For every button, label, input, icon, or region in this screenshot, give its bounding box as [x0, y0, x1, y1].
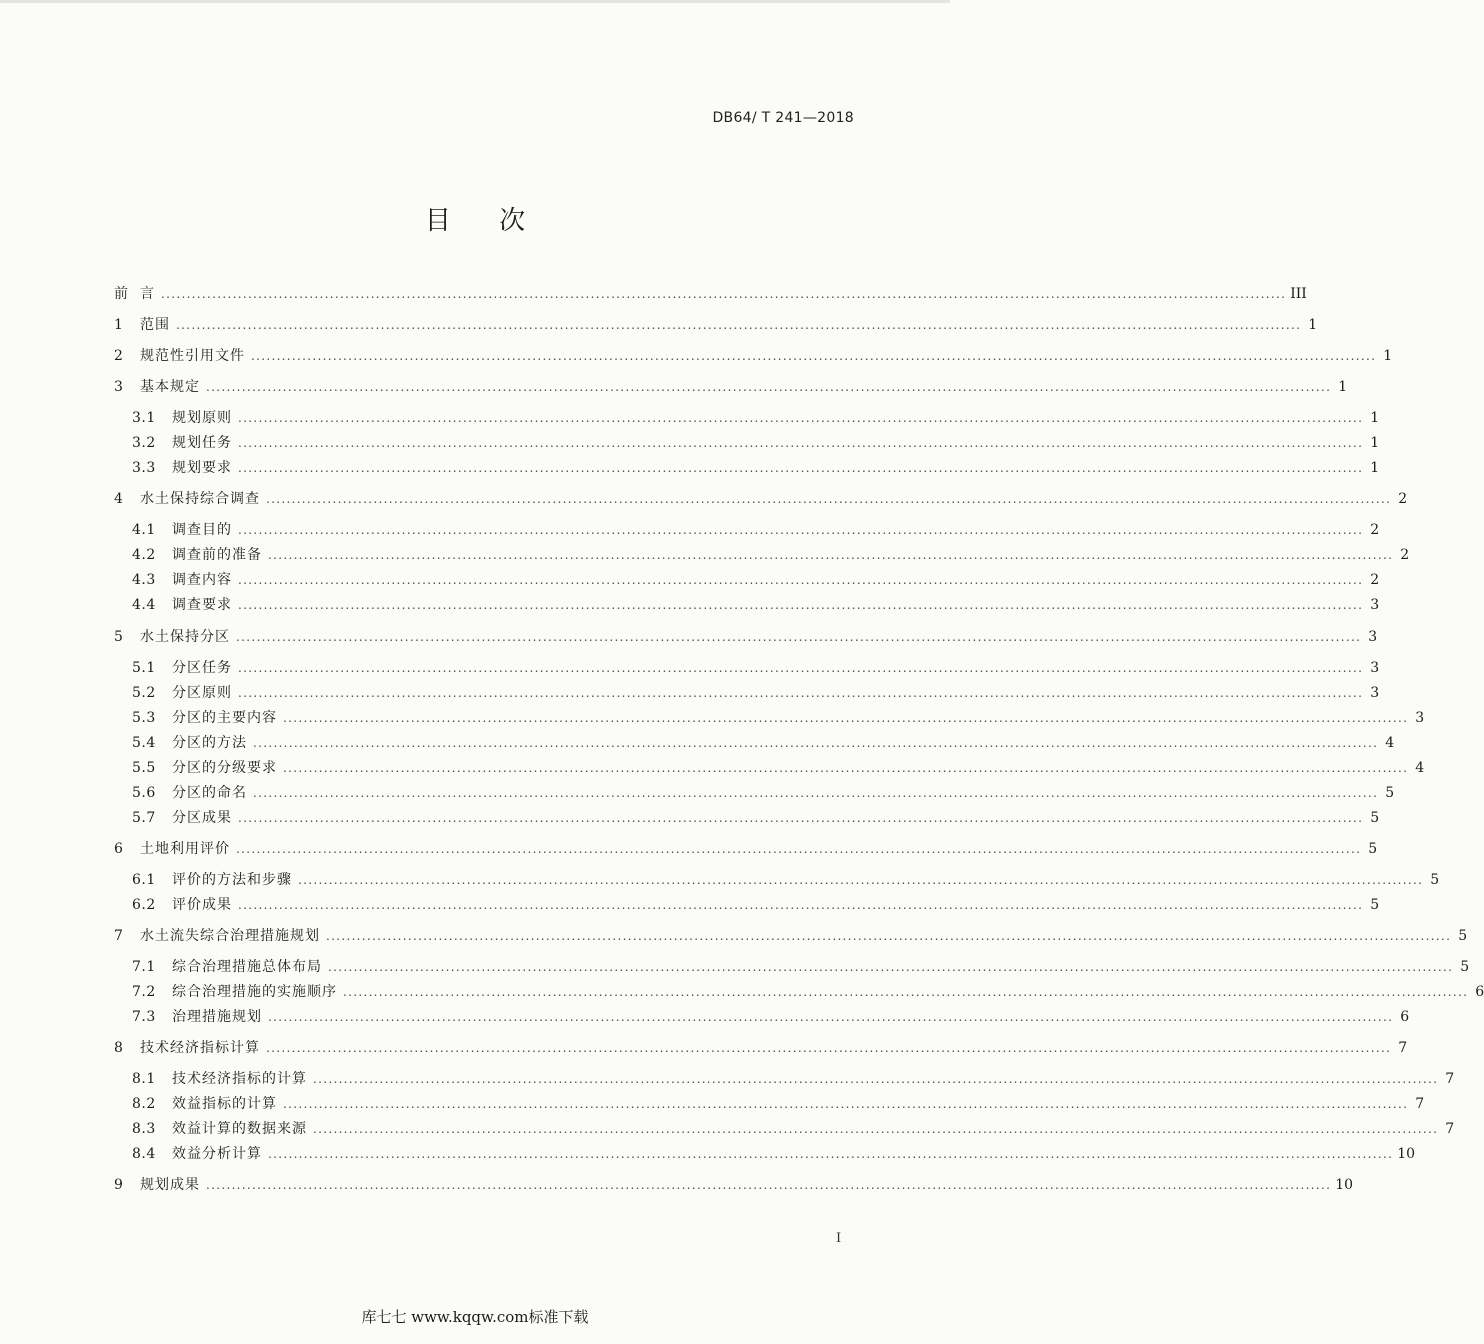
toc-leader-dots: ............................................................................................................................................................................................................................: [236, 842, 1362, 856]
toc-leader-dots: ............................................................................................................................................................................................................................: [236, 630, 1362, 644]
toc-entry-9[interactable]: [114, 1175, 1354, 1195]
toc-entry-8-4[interactable]: [132, 1144, 1416, 1164]
toc-entry-label: 技术经济指标计算: [140, 1040, 260, 1056]
toc-entry-page: 10: [1397, 1146, 1416, 1162]
toc-entry-number: 7.3: [132, 1009, 156, 1025]
page-title: 目 次: [424, 206, 546, 236]
toc-entry-number: 4.1: [132, 522, 156, 538]
toc-leader-dots: ............................................................................................................................................................................................................................: [283, 1097, 1409, 1111]
footer-watermark: 库七七 www.kqqw.com标准下载: [361, 1308, 589, 1326]
toc-leader-dots: ............................................................................................................................................................................................................................: [238, 811, 1364, 825]
toc-entry-label: 分区的方法: [172, 735, 247, 751]
toc-entry-label: 分区的主要内容: [172, 710, 277, 726]
toc-entry-number: 9: [114, 1177, 124, 1193]
toc-entry-label: 效益指标的计算: [172, 1096, 277, 1112]
toc-entry-page: 4: [1385, 735, 1395, 751]
toc-entry-label: 效益分析计算: [172, 1146, 262, 1162]
toc-entry-label: 水土流失综合治理措施规划: [140, 928, 320, 944]
toc-entry-number: 3.2: [132, 435, 156, 451]
toc-leader-dots: ............................................................................................................................................................................................................................: [238, 598, 1364, 612]
toc-entry-label: 分区的分级要求: [172, 760, 277, 776]
toc-entry-label: 规划任务: [172, 435, 232, 451]
toc-leader-dots: ............................................................................................................................................................................................................................: [238, 461, 1364, 475]
toc-entry-page: 7: [1445, 1121, 1455, 1137]
toc-entry-8-1[interactable]: [132, 1069, 1455, 1089]
toc-leader-dots: ............................................................................................................................................................................................................................: [283, 711, 1409, 725]
toc-entry-label: 规划要求: [172, 460, 232, 476]
toc-entry-page: 5: [1458, 928, 1468, 944]
toc-leader-dots: ............................................................................................................................................................................................................................: [298, 873, 1424, 887]
toc-entry-number: 4.3: [132, 572, 156, 588]
toc-leader-dots: ............................................................................................................................................................................................................................: [283, 761, 1409, 775]
toc-entry-page: 5: [1370, 897, 1380, 913]
toc-entry-number: 3: [114, 379, 124, 395]
toc-entry-7-1[interactable]: [132, 957, 1470, 977]
toc-entry-page: 2: [1370, 572, 1380, 588]
toc-leader-dots: ............................................................................................................................................................................................................................: [238, 411, 1364, 425]
toc-leader-dots: ............................................................................................................................................................................................................................: [326, 929, 1452, 943]
toc-entry-number: 6.2: [132, 897, 156, 913]
toc-entry-label: 调查目的: [172, 522, 232, 538]
toc-entry-label: 调查内容: [172, 572, 232, 588]
toc-entry-number: 8.2: [132, 1096, 156, 1112]
toc-leader-dots: ............................................................................................................................................................................................................................: [238, 661, 1364, 675]
toc-entry-number: 7: [114, 928, 124, 944]
toc-entry-page: 7: [1445, 1071, 1455, 1087]
toc-entry-number: 5.4: [132, 735, 156, 751]
toc-entry-number: 6: [114, 841, 124, 857]
toc-entry-number: 4.2: [132, 547, 156, 563]
toc-entry-page: 3: [1415, 710, 1425, 726]
toc-entry-label: 水土保持分区: [140, 629, 230, 645]
toc-entry-3[interactable]: [114, 377, 1348, 397]
toc-entry-number: 8.1: [132, 1071, 156, 1087]
toc-entry-number: 4.4: [132, 597, 156, 613]
toc-entry-label: 土地利用评价: [140, 841, 230, 857]
toc-entry-page: 4: [1415, 760, 1425, 776]
toc-entry-5-2[interactable]: [132, 683, 1380, 703]
toc-entry-label: 规划原则: [172, 410, 232, 426]
toc-entry-6[interactable]: [114, 839, 1378, 859]
toc-leader-dots: ............................................................................................................................................................................................................................: [253, 786, 1379, 800]
toc-entry-number: 5.2: [132, 685, 156, 701]
toc-entry-5-4[interactable]: [132, 733, 1395, 753]
toc-entry-number: 5.3: [132, 710, 156, 726]
toc-entry-8-2[interactable]: [132, 1094, 1425, 1114]
toc-entry-number: 2: [114, 348, 124, 364]
toc-entry-number: 7.2: [132, 984, 156, 1000]
toc-entry-5[interactable]: [114, 627, 1378, 647]
toc-entry-label: 基本规定: [140, 379, 200, 395]
toc-entry-4-3[interactable]: [132, 570, 1380, 590]
toc-entry-3-2[interactable]: [132, 433, 1380, 453]
toc-entry-number: 4: [114, 491, 124, 507]
toc-leader-dots: ............................................................................................................................................................................................................................: [313, 1122, 1439, 1136]
toc-entry-number: 5.5: [132, 760, 156, 776]
toc-entry-label: 分区原则: [172, 685, 232, 701]
toc-entry-number: 5.1: [132, 660, 156, 676]
toc-entry-label: 范围: [140, 317, 170, 333]
toc-entry-label: 调查要求: [172, 597, 232, 613]
toc-entry-number: 8.4: [132, 1146, 156, 1162]
toc-entry-5-6[interactable]: [132, 783, 1395, 803]
toc-entry-page: 1: [1370, 460, 1380, 476]
toc-entry-page: 1: [1383, 348, 1393, 364]
toc-leader-dots: ............................................................................................................................................................................................................................: [268, 1147, 1394, 1161]
toc-entry-number: 8: [114, 1040, 124, 1056]
toc-entry-number: 8.3: [132, 1121, 156, 1137]
toc-entry-6-1[interactable]: [132, 870, 1440, 890]
toc-leader-dots: ............................................................................................................................................................................................................................: [238, 436, 1364, 450]
toc-entry-3-3[interactable]: [132, 458, 1380, 478]
toc-entry-label: 分区任务: [172, 660, 232, 676]
toc-entry-4-1[interactable]: [132, 520, 1380, 540]
toc-entry-page: 2: [1398, 491, 1408, 507]
toc-entry-5-1[interactable]: [132, 658, 1380, 678]
toc-entry-page: III: [1290, 286, 1307, 302]
toc-leader-dots: ............................................................................................................................................................................................................................: [268, 548, 1394, 562]
toc-entry-page: 1: [1370, 435, 1380, 451]
page-top-edge: [0, 0, 950, 3]
document-code: DB64/ T 241—2018: [712, 110, 854, 126]
toc-entry-page: 3: [1370, 685, 1380, 701]
toc-leader-dots: ............................................................................................................................................................................................................................: [266, 492, 1392, 506]
toc-entry-number: 7.1: [132, 959, 156, 975]
toc-entry-4[interactable]: [114, 489, 1408, 509]
toc-entry-5-3[interactable]: [132, 708, 1425, 728]
toc-entry-label: 规划成果: [140, 1177, 200, 1193]
toc-entry-page: 10: [1335, 1177, 1354, 1193]
toc-entry-6-2[interactable]: [132, 895, 1380, 915]
toc-entry-number: 3.3: [132, 460, 156, 476]
toc-entry-number: 3.1: [132, 410, 156, 426]
toc-entry-8-3[interactable]: [132, 1119, 1455, 1139]
toc-entry-page: 5: [1370, 810, 1380, 826]
toc-entry-page: 5: [1430, 872, 1440, 888]
toc-leader-dots: ............................................................................................................................................................................................................................: [328, 960, 1454, 974]
toc-leader-dots: ............................................................................................................................................................................................................................: [238, 686, 1364, 700]
toc-entry-page: 1: [1308, 317, 1318, 333]
toc-entry-page: 6: [1475, 984, 1484, 1000]
toc-entry-label: 言: [140, 286, 155, 302]
toc-entry-label: 分区的命名: [172, 785, 247, 801]
toc-entry-page: 7: [1415, 1096, 1425, 1112]
toc-entry-page: 3: [1370, 597, 1380, 613]
toc-entry-7[interactable]: [114, 926, 1468, 946]
toc-entry-2[interactable]: [114, 346, 1393, 366]
toc-entry-label: 调查前的准备: [172, 547, 262, 563]
toc-leader-dots: ............................................................................................................................................................................................................................: [238, 573, 1364, 587]
toc-entry-page: 2: [1370, 522, 1380, 538]
toc-entry-4-4[interactable]: [132, 595, 1380, 615]
toc-entry-label: 评价成果: [172, 897, 232, 913]
toc-leader-dots: ............................................................................................................................................................................................................................: [253, 736, 1379, 750]
toc-entry-foreword[interactable]: [114, 284, 1307, 304]
toc-leader-dots: ............................................................................................................................................................................................................................: [238, 523, 1364, 537]
toc-entry-3-1[interactable]: [132, 408, 1380, 428]
toc-leader-dots: ............................................................................................................................................................................................................................: [176, 318, 1302, 332]
toc-entry-number: 5.6: [132, 785, 156, 801]
toc-entry-number: 5: [114, 629, 124, 645]
toc-entry-number: 1: [114, 317, 124, 333]
toc-leader-dots: ............................................................................................................................................................................................................................: [251, 349, 1377, 363]
toc-leader-dots: ............................................................................................................................................................................................................................: [268, 1010, 1394, 1024]
toc-leader-dots: ............................................................................................................................................................................................................................: [343, 985, 1469, 999]
toc-entry-1[interactable]: [114, 315, 1318, 335]
toc-entry-page: 1: [1370, 410, 1380, 426]
toc-leader-dots: ............................................................................................................................................................................................................................: [206, 1178, 1332, 1192]
toc-entry-page: 2: [1400, 547, 1410, 563]
toc-entry-page: 1: [1338, 379, 1348, 395]
toc-entry-7-3[interactable]: [132, 1007, 1410, 1027]
toc-entry-7-2[interactable]: [132, 982, 1484, 1002]
toc-leader-dots: ............................................................................................................................................................................................................................: [206, 380, 1332, 394]
toc-entry-label: 综合治理措施的实施顺序: [172, 984, 337, 1000]
toc-entry-5-7[interactable]: [132, 808, 1380, 828]
toc-entry-page: 5: [1368, 841, 1378, 857]
toc-entry-label: 水土保持综合调查: [140, 491, 260, 507]
toc-entry-number: 5.7: [132, 810, 156, 826]
toc-entry-8[interactable]: [114, 1038, 1408, 1058]
toc-leader-dots: ............................................................................................................................................................................................................................: [313, 1072, 1439, 1086]
toc-entry-label: 分区成果: [172, 810, 232, 826]
toc-entry-label: 技术经济指标的计算: [172, 1071, 307, 1087]
toc-leader-dots: ............................................................................................................................................................................................................................: [266, 1041, 1392, 1055]
toc-entry-4-2[interactable]: [132, 545, 1410, 565]
toc-leader-dots: ............................................................................................................................................................................................................................: [161, 287, 1287, 301]
toc-entry-5-5[interactable]: [132, 758, 1425, 778]
toc-entry-page: 6: [1400, 1009, 1410, 1025]
toc-entry-number: 6.1: [132, 872, 156, 888]
toc-entry-label: 效益计算的数据来源: [172, 1121, 307, 1137]
toc-entry-label: 评价的方法和步骤: [172, 872, 292, 888]
toc-entry-label: 治理措施规划: [172, 1009, 262, 1025]
toc-entry-page: 7: [1398, 1040, 1408, 1056]
page-number: I: [836, 1231, 842, 1246]
toc-entry-page: 3: [1370, 660, 1380, 676]
toc-entry-page: 5: [1385, 785, 1395, 801]
toc-entry-label: 综合治理措施总体布局: [172, 959, 322, 975]
toc-entry-page: 5: [1460, 959, 1470, 975]
toc-leader-dots: ............................................................................................................................................................................................................................: [238, 898, 1364, 912]
toc-entry-label: 规范性引用文件: [140, 348, 245, 364]
toc-entry-number: 前: [114, 286, 129, 302]
toc-entry-page: 3: [1368, 629, 1378, 645]
